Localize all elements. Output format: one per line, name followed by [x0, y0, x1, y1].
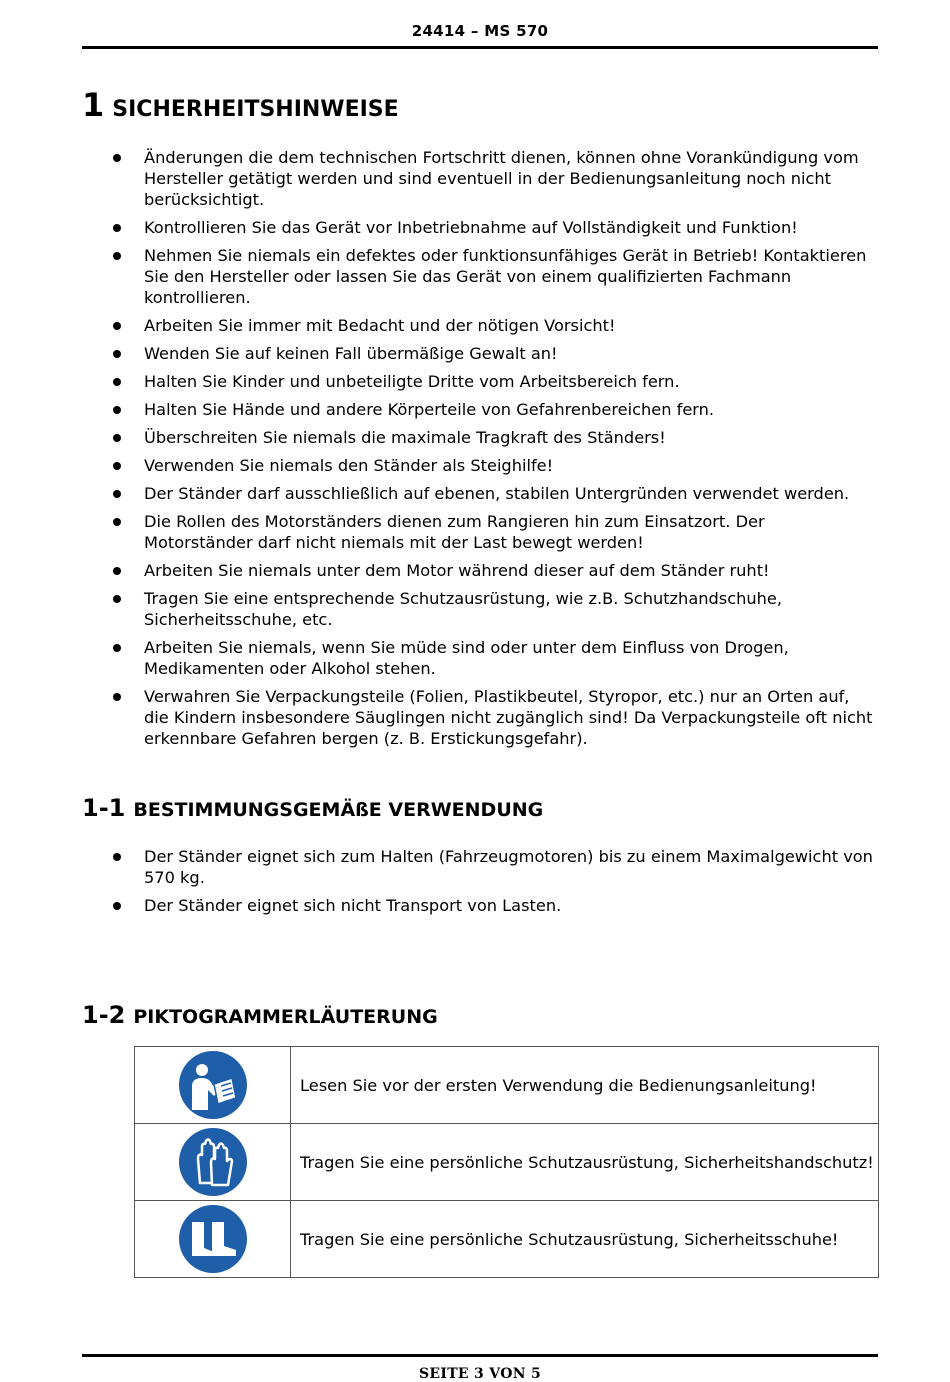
bullet-icon	[113, 406, 121, 414]
safety-boots-icon	[178, 1204, 248, 1274]
safety-notes-list	[0, 147, 874, 756]
list-item-text: Tragen Sie eine entsprechende Schutzausrüstung, wie z.B. Schutzhandschuhe, Sicherheitsschuhe, etc.	[144, 589, 782, 629]
pictogram-description: Tragen Sie eine persönliche Schutzausrüstung, Sicherheitshandschutz!	[291, 1124, 879, 1201]
bullet-icon	[113, 490, 121, 498]
header-rule	[82, 46, 878, 49]
bullet-icon	[113, 350, 121, 358]
list-item-text: Arbeiten Sie niemals unter dem Motor während dieser auf dem Ständer ruht!	[144, 561, 770, 580]
footer-rule	[82, 1354, 878, 1357]
pictogram-row	[135, 1047, 879, 1124]
bullet-icon	[113, 853, 121, 861]
bullet-icon	[113, 434, 121, 442]
document-header-title: 24414 – MS 570	[411, 22, 549, 40]
bullet-icon	[113, 252, 121, 260]
pictogram-row	[135, 1124, 879, 1201]
pictogram-cell	[135, 1201, 291, 1278]
list-item	[0, 511, 874, 553]
list-item-text: Halten Sie Kinder und unbeteiligte Dritte vom Arbeitsbereich fern.	[144, 372, 680, 391]
list-item-text: Der Ständer darf ausschließlich auf ebenen, stabilen Untergründen verwendet werden.	[144, 484, 850, 503]
list-item	[0, 686, 874, 749]
list-item-text: Änderungen die dem technischen Fortschritt dienen, können ohne Vorankündigung vom Hersteller getätigt werden und sind eventuell in der Bedienungsanleitung noch nicht berücksichtigt.	[144, 148, 859, 209]
bullet-icon	[113, 322, 121, 330]
section-1-1-number: 1-1	[82, 794, 126, 822]
list-item-text: Der Ständer eignet sich nicht Transport von Lasten.	[144, 896, 562, 915]
gloves-icon	[178, 1127, 248, 1197]
list-item-text: Halten Sie Hände und andere Körperteile von Gefahrenbereichen fern.	[144, 400, 715, 419]
list-item	[0, 895, 874, 916]
list-item	[0, 637, 874, 679]
list-item	[0, 846, 874, 888]
section-1-heading	[82, 86, 399, 124]
list-item	[0, 588, 874, 630]
bullet-icon	[113, 595, 121, 603]
list-item	[0, 399, 874, 420]
list-item-text: Verwenden Sie niemals den Ständer als Steighilfe!	[144, 456, 554, 475]
list-item	[0, 427, 874, 448]
list-item	[0, 217, 874, 238]
section-1-title: SICHERHEITSHINWEISE	[112, 97, 399, 122]
list-item	[0, 560, 874, 581]
list-item	[0, 245, 874, 308]
list-item-text: Überschreiten Sie niemals die maximale Tragkraft des Ständers!	[144, 428, 666, 447]
section-1-number: 1	[82, 86, 105, 124]
intended-use-list	[0, 846, 874, 923]
list-item	[0, 483, 874, 504]
bullet-icon	[113, 154, 121, 162]
list-item	[0, 147, 874, 210]
section-1-1-heading	[82, 794, 543, 822]
list-item-text: Nehmen Sie niemals ein defektes oder funktionsunfähiges Gerät in Betrieb! Kontaktieren Sie den Hersteller oder lassen Sie das Gerät von einem qualifizierten Fachmann kontrollieren.	[144, 246, 867, 307]
section-1-2-heading	[82, 1001, 438, 1029]
section-1-2-title: PIKTOGRAMMERLÄUTERUNG	[133, 1006, 438, 1028]
pictogram-description: Lesen Sie vor der ersten Verwendung die Bedienungsanleitung!	[291, 1047, 879, 1124]
bullet-icon	[113, 462, 121, 470]
bullet-icon	[113, 567, 121, 575]
section-1-1-title: BESTIMMUNGSGEMÄßE VERWENDUNG	[133, 799, 544, 821]
section-1-2-number: 1-2	[82, 1001, 126, 1029]
list-item	[0, 343, 874, 364]
list-item-text: Kontrollieren Sie das Gerät vor Inbetriebnahme auf Vollständigkeit und Funktion!	[144, 218, 798, 237]
pictogram-description: Tragen Sie eine persönliche Schutzausrüstung, Sicherheitsschuhe!	[291, 1201, 879, 1278]
bullet-icon	[113, 644, 121, 652]
bullet-icon	[113, 378, 121, 386]
pictogram-table	[134, 1046, 879, 1278]
list-item-text: Verwahren Sie Verpackungsteile (Folien, Plastikbeutel, Styropor, etc.) nur an Orten auf, die Kindern insbesondere Säuglingen nicht zugänglich sind! Da Verpackungsteile oft nicht erkennbare Gefahren bergen (z. B. Erstickungsgefahr).	[144, 687, 873, 748]
pictogram-cell	[135, 1124, 291, 1201]
bullet-icon	[113, 693, 121, 701]
list-item-text: Die Rollen des Motorständers dienen zum Rangieren hin zum Einsatzort. Der Motorständer darf nicht niemals mit der Last bewegt werden!	[144, 512, 765, 552]
list-item-text: Der Ständer eignet sich zum Halten (Fahrzeugmotoren) bis zu einem Maximalgewicht von 570 kg.	[144, 847, 873, 887]
list-item	[0, 371, 874, 392]
bullet-icon	[113, 518, 121, 526]
list-item-text: Wenden Sie auf keinen Fall übermäßige Gewalt an!	[144, 344, 558, 363]
list-item	[0, 455, 874, 476]
bullet-icon	[113, 902, 121, 910]
page-number: SEITE 3 VON 5	[418, 1366, 542, 1382]
list-item	[0, 315, 874, 336]
list-item-text: Arbeiten Sie niemals, wenn Sie müde sind oder unter dem Einfluss von Drogen, Medikamenten oder Alkohol stehen.	[144, 638, 789, 678]
bullet-icon	[113, 224, 121, 232]
read-manual-icon	[176, 1048, 250, 1122]
pictogram-row	[135, 1201, 879, 1278]
list-item-text: Arbeiten Sie immer mit Bedacht und der nötigen Vorsicht!	[144, 316, 616, 335]
pictogram-cell	[135, 1047, 291, 1124]
